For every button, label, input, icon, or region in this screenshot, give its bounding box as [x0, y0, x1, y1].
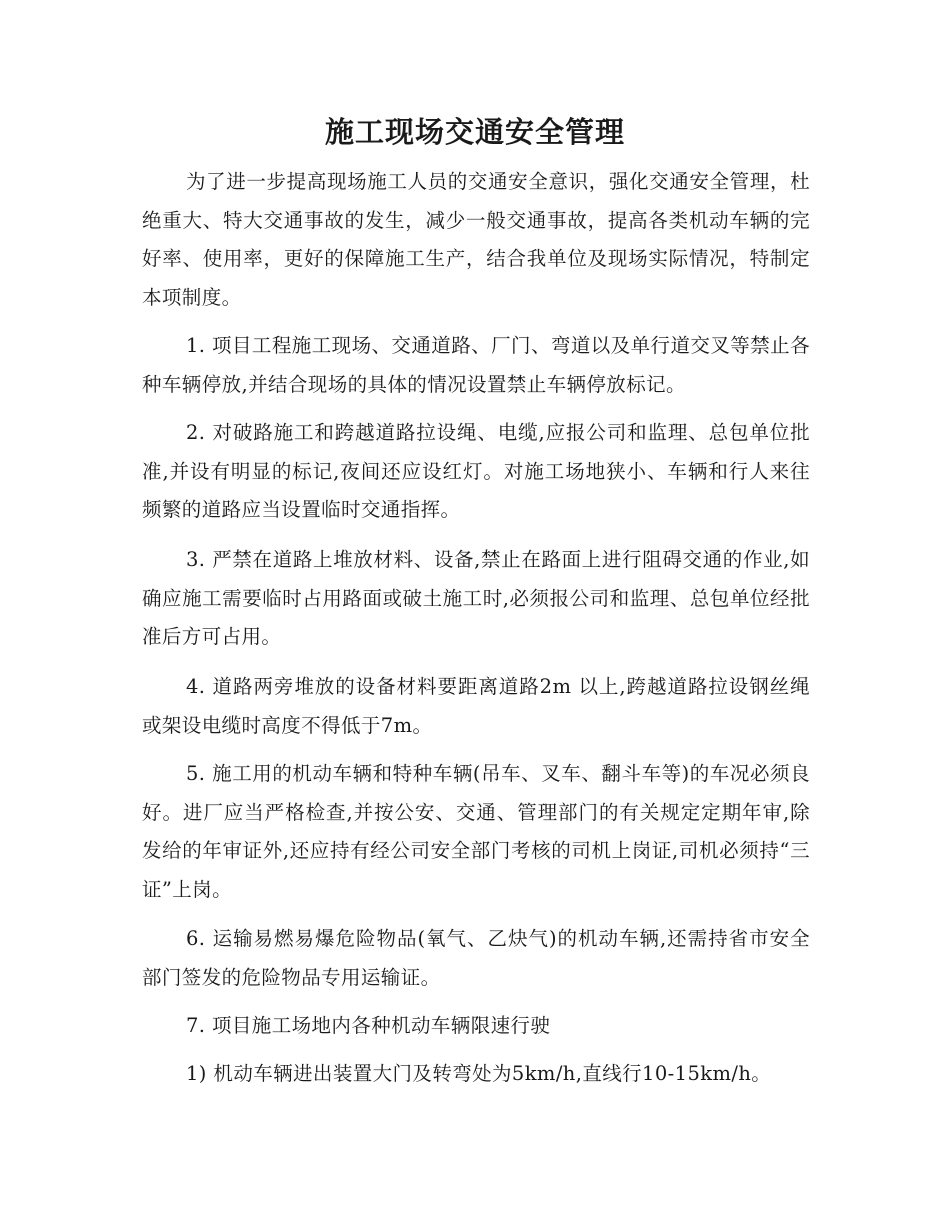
intro-paragraph: 为了进一步提高现场施工人员的交通安全意识，强化交通安全管理，杜绝重大、特大交通事故的发生，减少一般交通事故，提高各类机动车辆的完好率、使用率，更好的保障施工生产，结合我单位及现场实际情况，特制定本项制度。 [142, 170, 810, 309]
rule-paragraph-4: 4. 道路两旁堆放的设备材料要距离道路2m 以上,跨越道路拉设钢丝绳或架设电缆时高度不得低于7m。 [142, 675, 810, 737]
rule-paragraph-2: 2. 对破路施工和跨越道路拉设绳、电缆,应报公司和监理、总包单位批准,并设有明显的标记,夜间还应设红灯。对施工场地狭小、车辆和行人来往频繁的道路应当设置临时交通指挥。 [142, 421, 810, 521]
rule-paragraph-5: 5. 施工用的机动车辆和特种车辆(吊车、叉车、翻斗车等)的车况必须良好。进厂应当严格检查,并按公安、交通、管理部门的有关规定定期年审,除发给的年审证外,还应持有经公司安全部门考核的司机上岗证,司机必须持“三证”上岗。 [142, 762, 810, 901]
sub-rule-paragraph-1: 1) 机动车辆进出装置大门及转弯处为5km/h,直线行10-15km/h。 [186, 1062, 772, 1085]
rule-paragraph-6: 6. 运输易燃易爆危险物品(氧气、乙炔气)的机动车辆,还需持省市安全部门签发的危险物品专用运输证。 [142, 927, 810, 989]
rule-paragraph-7: 7. 项目施工场地内各种机动车辆限速行驶 [186, 1014, 551, 1037]
document-title: 施工现场交通安全管理 [324, 115, 625, 149]
rule-paragraph-1: 1. 项目工程施工现场、交通道路、厂门、弯道以及单行道交叉等禁止各种车辆停放,并结合现场的具体的情况设置禁止车辆停放标记。 [142, 334, 810, 396]
rule-paragraph-3: 3. 严禁在道路上堆放材料、设备,禁止在路面上进行阻碍交通的作业,如确应施工需要临时占用路面或破土施工时,必须报公司和监理、总包单位经批准后方可占用。 [142, 548, 810, 648]
